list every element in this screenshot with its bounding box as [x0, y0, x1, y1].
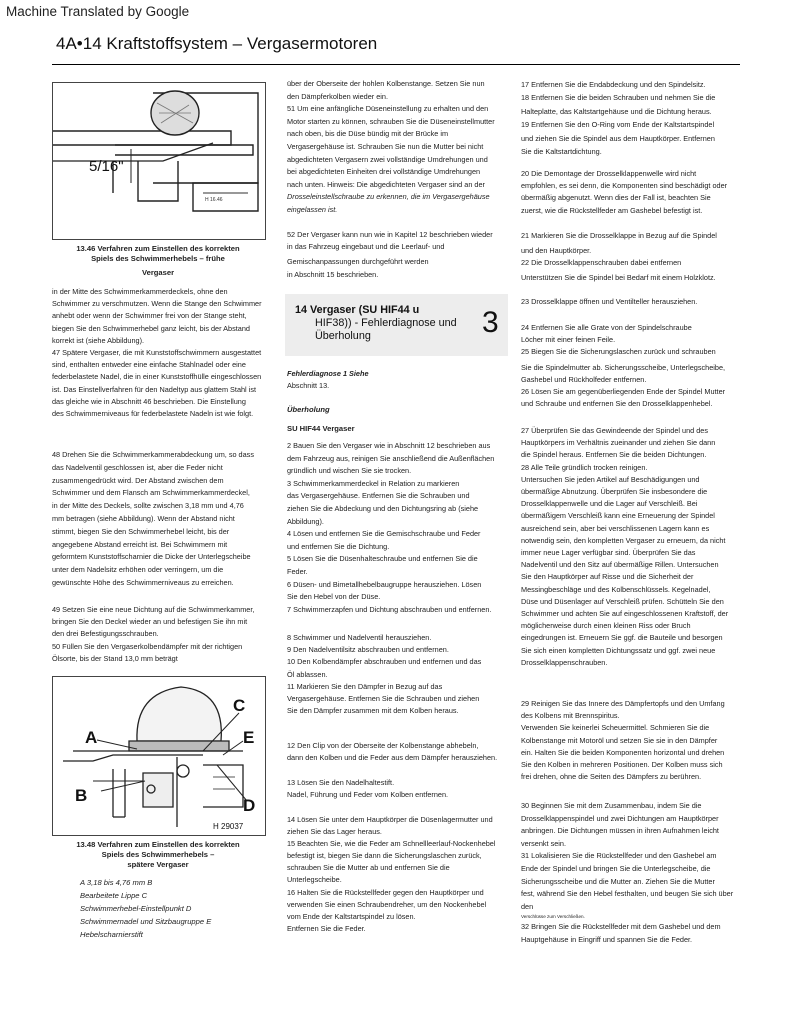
text-line: 48 Drehen Sie die Schwimmerkammerabdeckung um, so dass [52, 450, 254, 459]
text-line: 47 Spätere Vergaser, die mit Kunststoffschwimmern ausgestattet [52, 348, 262, 358]
column-1-text-c [52, 604, 278, 665]
text-line: Feder. [287, 566, 308, 576]
label-c: C [233, 696, 246, 715]
text-line: Drosselklappenschrauben. [521, 657, 608, 667]
text-line: abgedichteten Vergasern zwei vollständige Umdrehungen und [287, 154, 488, 164]
text-line: Schwimmernadel und Sitzbaugruppe E [80, 917, 212, 926]
column-3-text-d [521, 296, 745, 308]
text-line: 8 Schwimmer und Nadelventil herausziehen. [287, 633, 432, 642]
text-line: 5 Lösen Sie die Düsenhalteschraube und entfernen Sie die [287, 554, 478, 564]
text-line: Hauptkörpers im Verhältnis zueinander und ziehen Sie dann [521, 438, 716, 448]
text-line: bei abgedichteten Einheiten drei vollständige Umdrehungen [287, 167, 481, 177]
text-line: bringen Sie den Deckel wieder an und befestigen Sie ihn mit [52, 617, 248, 627]
text-line: Überholung [315, 330, 371, 342]
figure-13-48-legend [80, 876, 270, 941]
text-line: in Abschnitt 15 beschrieben. [287, 269, 379, 279]
text-line: Gashebel und Rückholfeder entfernen. [521, 374, 647, 384]
text-line: 19 Entfernen Sie den O-Ring vom Ende der Kaltstartspindel [521, 120, 715, 130]
text-line: 16 Halten Sie die Rückstellfeder gegen den Hauptkörper und [287, 887, 484, 897]
text-line: Drosseleinstellschraube zu erkennen, die im Vergasergehäuse [287, 192, 490, 202]
text-line: und Schraube und entfernen Sie den Drosselklappenhebel. [521, 399, 713, 409]
text-line: Sie die Kaltstartdichtung. [521, 147, 602, 157]
text-line: des Kolbens mit Brennspiritus. [521, 711, 620, 721]
text-line: Verwenden Sie keinerlei Scheuermittel. Schmieren Sie die [521, 723, 710, 733]
text-line: Drosselklappenspindel und zwei Dichtungen am Hauptkörper [521, 813, 719, 823]
text-line: stimmt, biegen Sie den Schwimmerhebel leicht, bis der [52, 526, 230, 536]
text-line: Fehlerdiagnose 1 Siehe [287, 369, 369, 378]
text-line: Sie die Spindelmutter ab. Sicherungsscheibe, Unterlegscheibe, [521, 362, 726, 372]
text-line: zuerst, wie die Rückstellfeder am Gashebel befestigt ist. [521, 205, 703, 215]
text-line: Sicherungsscheibe und die Mutter an. Ziehen Sie die Mutter [521, 876, 715, 886]
column-3-text-g [521, 698, 745, 783]
text-line: 11 Markieren Sie den Dämpfer in Bezug auf das [287, 681, 443, 691]
text-line: Ende der Spindel und bringen Sie die Unterlegscheibe, die [521, 863, 711, 873]
figure-13-48 [52, 676, 266, 836]
text-line: anbringen. Die Dichtungen müssen in ihren Aufnahmen leicht [521, 826, 719, 836]
text-line: 13 Lösen Sie den Nadelhaltestift. [287, 778, 395, 787]
text-line: gründlich und wischen Sie sie trocken. [287, 466, 412, 476]
text-line: zusammengedrückt wird. Der Abstand zwischen dem [52, 475, 224, 485]
text-line: 30 Beginnen Sie mit dem Zusammenbau, indem Sie die [521, 801, 702, 810]
text-line: 50 Füllen Sie den Vergaserkolbendämpfer mit der richtigen [52, 641, 243, 651]
carburettor-float-illustration [53, 677, 265, 835]
text-line: nach unten. Hinweis: Die abgedichteten Vergaser sind an der [287, 179, 485, 189]
text-line: versenkt sein. [521, 838, 567, 848]
text-line: 27 Überprüfen Sie das Gewindeende der Spindel und des [521, 426, 709, 435]
text-line: 20 Die Demontage der Drosselklappenwelle wird nicht [521, 169, 697, 178]
text-line: Nadelventil und den Sitz auf übermäßige Rillen. Untersuchen [521, 560, 719, 570]
text-line: 10 Den Kolbendämpfer abschrauben und entfernen und das [287, 657, 482, 667]
text-line: über der Oberseite der hohlen Kolbenstange. Setzen Sie nun [287, 79, 485, 88]
text-line: Abschnitt 13. [287, 381, 330, 391]
text-line: immer neue Lager verfügbar sind. Überprüfen Sie das [521, 548, 696, 558]
text-line: 15 Beachten Sie, wie die Feder am Schnellleerlauf-Nockenhebel [287, 839, 496, 849]
text-line: angegebene Abstand erreicht ist. Bei Schwimmern mit [52, 539, 228, 549]
text-line: und den Hauptkörper. [521, 246, 592, 256]
figure-code: H 16.46 [205, 197, 223, 203]
text-line: Halteplatte, das Kaltstartgehäuse und die Dichtung heraus. [521, 106, 712, 116]
text-line: gewünschte Höhe des Schwimmerniveaus zu erreichen. [52, 577, 234, 587]
text-line: Sie den Kolben in mehreren Positionen. Der Kolben muss sich [521, 760, 723, 770]
text-line: 4 Lösen und entfernen Sie die Gemischschraube und Feder [287, 529, 481, 539]
figure-13-46-caption [52, 244, 264, 278]
text-line: 17 Entfernen Sie die Endabdeckung und den Spindelsitz. [521, 80, 706, 89]
text-line: Löcher mit einer feinen Feile. [521, 335, 616, 345]
text-line: das gleiche wie in Abschnitt 46 beschrieben. Die Einstellung [52, 396, 246, 406]
text-line: Düse und Düsenlager auf Verschleiß prüfen. Schütteln Sie den [521, 596, 724, 606]
column-1-text-a [52, 286, 278, 420]
label-e: E [243, 728, 255, 747]
text-line: 6 Düsen- und Bimetallhebelbaugruppe herausziehen. Lösen [287, 579, 482, 589]
text-line: Schwimmer und dem Flansch am Schwimmerkammerdeckel, [52, 488, 250, 498]
column-2-text-e [287, 632, 513, 717]
text-line: Untersuchen Sie jeden Artikel auf Beschädigungen und [521, 474, 700, 484]
text-line: den Dämpferkolben wieder ein. [287, 91, 388, 101]
column-2-text-h [287, 814, 513, 935]
text-line: und ziehen Sie die Spindel aus dem Hauptkörper. Entfernen [521, 133, 715, 143]
label-d: D [243, 796, 256, 815]
text-line: Schwimmerhebel-Einstellpunkt D [80, 904, 192, 913]
text-line: 3 Schwimmerkammerdeckel in Relation zu markieren [287, 478, 460, 488]
text-line: mm betragen (siehe Abbildung). Wenn der Abstand nicht [52, 513, 235, 523]
text-line: nach oben, bis die Düse bündig mit der Brücke im [287, 129, 449, 139]
text-line: befestigt ist, biegen Sie dann die Sicherungslaschen zurück, [287, 851, 482, 861]
text-line: 51 Um eine anfängliche Düseneinstellung zu erhalten und den [287, 104, 489, 114]
text-line: Schwimmer zu verschmutzen. Wenn die Stange den Schwimmer [52, 299, 262, 309]
column-3-text-h [521, 800, 745, 947]
column-2-text-d [287, 440, 513, 616]
text-line: 32 Bringen Sie die Rückstellfeder mit dem Gashebel und dem [521, 922, 721, 932]
text-line: Sie sich einen kompletten Dichtungssatz und ggf. zwei neue [521, 645, 716, 655]
page-header: 4A•14 Kraftstoffsystem – Vergasermotoren [56, 34, 378, 53]
float-lever-illustration [53, 83, 265, 239]
text-line: anhebt oder wenn der Schwimmer frei von der Stange steht, [52, 311, 247, 321]
section-14-title [295, 304, 457, 343]
text-line: 31 Lokalisieren Sie die Rückstellfeder und den Gashebel am [521, 851, 717, 861]
column-2-text-a [287, 78, 513, 217]
text-line: spätere Vergaser [127, 860, 189, 869]
text-line: notwendig sein, den kompletten Vergaser zu erneuern, da nicht [521, 535, 726, 545]
text-line: 14 Vergaser (SU HIF44 u [295, 304, 420, 316]
text-line: das Vergasergehäuse. Entfernen Sie die Schrauben und [287, 491, 470, 501]
text-line: möglicherweise durch einen kleinen Riss oder Bruch [521, 621, 691, 631]
text-line: sind, enthalten entweder eine einfache Stahlnadel oder eine [52, 360, 246, 370]
label-a: A [85, 728, 98, 747]
column-3-text-a [521, 78, 745, 158]
text-line: 18 Entfernen Sie die beiden Schrauben und nehmen Sie die [521, 93, 716, 103]
text-line: Vergaser [141, 268, 175, 277]
text-line: die Spindel heraus. Entfernen Sie die beiden Dichtungen. [521, 450, 707, 460]
figure-code: H 29037 [213, 822, 244, 831]
column-3-text-b [521, 168, 745, 217]
text-line: 23 Drosselklappe öffnen und Ventilteller herausziehen. [521, 297, 698, 306]
column-2-text-b [287, 229, 513, 281]
column-2-text-f [287, 740, 513, 764]
text-line: 29 Reinigen Sie das Innere des Dämpfertopfs und den Umfang [521, 699, 725, 708]
text-line: Unterlegscheibe. [287, 875, 342, 885]
text-line: A 3,18 bis 4,76 mm B [80, 878, 153, 887]
text-line: fest, während Sie den Hebel festhalten, und beugen Sie sich über den [521, 889, 734, 911]
text-line: übermäßig abgenutzt. Wenn dies der Fall ist, beachten Sie [521, 193, 711, 203]
text-line: korrekt ist (siehe Abbildung). [52, 335, 145, 345]
section-number: 3 [482, 306, 499, 339]
text-line: ein. Halten Sie die beiden Komponenten horizontal und drehen [521, 747, 725, 757]
text-line: frei drehen, ohne die Seiten des Dämpfers zu berühren. [521, 772, 702, 782]
text-line: Nadel, Führung und Feder vom Kolben entfernen. [287, 790, 449, 800]
text-line: in der Mitte des Deckels, sollte zwischen 3,18 mm und 4,76 [52, 501, 244, 511]
text-line: 25 Biegen Sie die Sicherungslaschen zurück und schrauben [521, 347, 716, 357]
text-line: Sie den Hauptkörper auf Risse und die Sicherheit der [521, 572, 694, 582]
heading-overhaul: Überholung [287, 405, 330, 414]
text-line: eingedrungen ist. Erneuern Sie ggf. die Bauteile und besorgen [521, 633, 723, 643]
text-line: 26 Lösen Sie am gegenüberliegenden Ende der Spindel Mutter [521, 387, 726, 397]
text-line: übermäßigem Verschleiß kann eine Erneuerung der Spindel [521, 511, 715, 521]
text-line: Spiels des Schwimmerhebels – [101, 850, 215, 859]
text-line: dem Fahrzeug aus, reinigen Sie anschließend die Außenflächen [287, 453, 495, 463]
text-line: 7 Schwimmerzapfen und Dichtung abschrauben und entfernen. [287, 604, 492, 614]
text-line: Sie den Dämpfer zusammen mit dem Kolben heraus. [287, 706, 459, 716]
text-line: Sie den Hebel von der Düse. [287, 592, 381, 602]
text-line: 13.46 Verfahren zum Einstellen des korrekten [76, 244, 240, 253]
text-line: 52 Der Vergaser kann nun wie in Kapitel 12 beschrieben wieder [287, 230, 493, 239]
text-line: schrauben Sie die Mutter ab und entfernen Sie die [287, 863, 450, 873]
text-line: ziehen Sie die Abdeckung und den Dichtungsring ab (siehe [287, 503, 479, 513]
text-line: Spiels des Schwimmerhebels – frühe [91, 254, 225, 263]
text-line: 24 Entfernen Sie alle Grate von der Spindelschraube [521, 323, 692, 332]
text-line: Hauptgehäuse in Eingriff und spannen Sie die Feder. [521, 934, 693, 944]
text-line: 12 Den Clip von der Oberseite der Kolbenstange abhebeln, [287, 741, 479, 750]
machine-translated-banner: Machine Translated by Google [6, 4, 190, 19]
figure-13-48-caption [52, 840, 264, 870]
column-3-text-f [521, 425, 745, 669]
heading-su-hif44: SU HIF44 Vergaser [287, 424, 355, 433]
text-line: 2 Bauen Sie den Vergaser wie in Abschnitt 12 beschrieben aus [287, 441, 491, 450]
text-line: ausreichend sein, aber bei verschlissenen Lagern kann es [521, 523, 710, 533]
text-line: Verschlüsse zum Verschließen. [521, 914, 585, 920]
text-line: Ölsorte, bis der Stand 13,0 mm beträgt [52, 653, 178, 663]
text-line: 28 Alle Teile gründlich trocken reinigen. [521, 462, 648, 472]
column-2-text-c [287, 368, 513, 392]
text-line: übermäßige Abnutzung. Überprüfen Sie insbesondere die [521, 487, 708, 497]
text-line: 14 Lösen Sie unter dem Hauptkörper die Düsenlagermutter und [287, 815, 493, 824]
text-line: 13.48 Verfahren zum Einstellen des korrekten [76, 840, 240, 849]
text-line: Schwimmer und achten Sie auf eingeschlossenen Kraftstoff, der [521, 609, 729, 619]
text-line: Gemischanpassungen durchgeführt werden [287, 257, 429, 267]
text-line: 49 Setzen Sie eine neue Dichtung auf die Schwimmerkammer, [52, 605, 255, 614]
text-line: dann den Kolben und die Feder aus dem Dämpfer herausziehen. [287, 753, 498, 763]
text-line: federbelastete Nadel, die in einer Kunststoffhülle eingeschlossen [52, 372, 262, 382]
column-3-text-e [521, 322, 745, 410]
text-line: den drei Befestigungsschrauben. [52, 629, 159, 639]
text-line: geformtem Kunststoffscharnier die Dicke der Unterlegscheibe [52, 552, 251, 562]
label-b: B [75, 786, 88, 805]
text-line: Bearbeitete Lippe C [80, 891, 148, 900]
text-line: Hebelscharnierstift [80, 930, 143, 939]
header-rule [52, 64, 740, 65]
text-line: Öl ablassen. [287, 669, 328, 679]
text-line: 22 Die Drosselklappenschrauben dabei entfernen [521, 258, 682, 268]
text-line: verwenden Sie einen Schraubendreher, um den Nockenhebel [287, 899, 487, 909]
text-line: 21 Markieren Sie die Drosselklappe in Bezug auf die Spindel [521, 231, 717, 240]
figure-13-46 [52, 82, 266, 240]
text-line: Unterstützen Sie die Spindel bei Bedarf mit einem Holzklotz. [521, 272, 716, 282]
text-line: vom Ende der Kaltstartspindel zu lösen. [287, 911, 416, 921]
text-line: und entfernen Sie die Dichtung. [287, 541, 390, 551]
column-1-text-b [52, 449, 278, 590]
text-line: in der Mitte des Schwimmerkammerdeckels, ohne den [52, 287, 228, 296]
text-line: empfohlen, es sei denn, die Komponenten sind beschädigt oder [521, 181, 728, 191]
text-line: Kolbenstange mit Motoröl und setzen Sie sie in den Dämpfer [521, 735, 718, 745]
text-line: 9 Den Nadelventilsitz abschrauben und entfernen. [287, 645, 449, 655]
text-line: des Schwimmerniveaus für federbelastete Nadeln ist wie folgt. [52, 409, 254, 419]
text-line: Drosselklappenwelle und die Lager auf Verschleiß. Bei [521, 499, 698, 509]
text-line: das Nadelventil geschlossen ist, aber die Feder nicht [52, 462, 223, 472]
text-line: Messingbeschläge und des Kolbenschlüssels. Kegelnadel, [521, 584, 711, 594]
text-line: biegen Sie den Schwimmerhebel ganz leicht, bis der Abstand [52, 323, 250, 333]
column-2-text-g [287, 777, 513, 801]
text-line: ist. Das Einstellverfahren für den Nadeltyp aus glattem Stahl ist [52, 384, 257, 394]
text-line: Motor starten zu können, schrauben Sie die Düseneinstellmutter [287, 116, 495, 126]
text-line: unter dem Nadelsitz erhöhen oder verringern, um die [52, 565, 224, 575]
text-line: in das Fahrzeug eingebaut und die Leerlauf- und [287, 242, 445, 252]
text-line: Vergasergehäuse. Entfernen Sie die Schrauben und ziehen [287, 694, 480, 704]
text-line: Abbildung). [287, 516, 324, 526]
text-line: Vergasergehäuse ist. Schrauben Sie nun die Mutter bei nicht [287, 141, 484, 151]
text-line: HIF38)) - Fehlerdiagnose und [315, 317, 457, 329]
column-3-text-c [521, 230, 745, 284]
fraction-label: 5/16" [89, 158, 124, 175]
text-line: ziehen Sie das Lager heraus. [287, 827, 382, 837]
text-line: Entfernen Sie die Feder. [287, 923, 366, 933]
text-line: eingelassen ist. [287, 204, 338, 214]
